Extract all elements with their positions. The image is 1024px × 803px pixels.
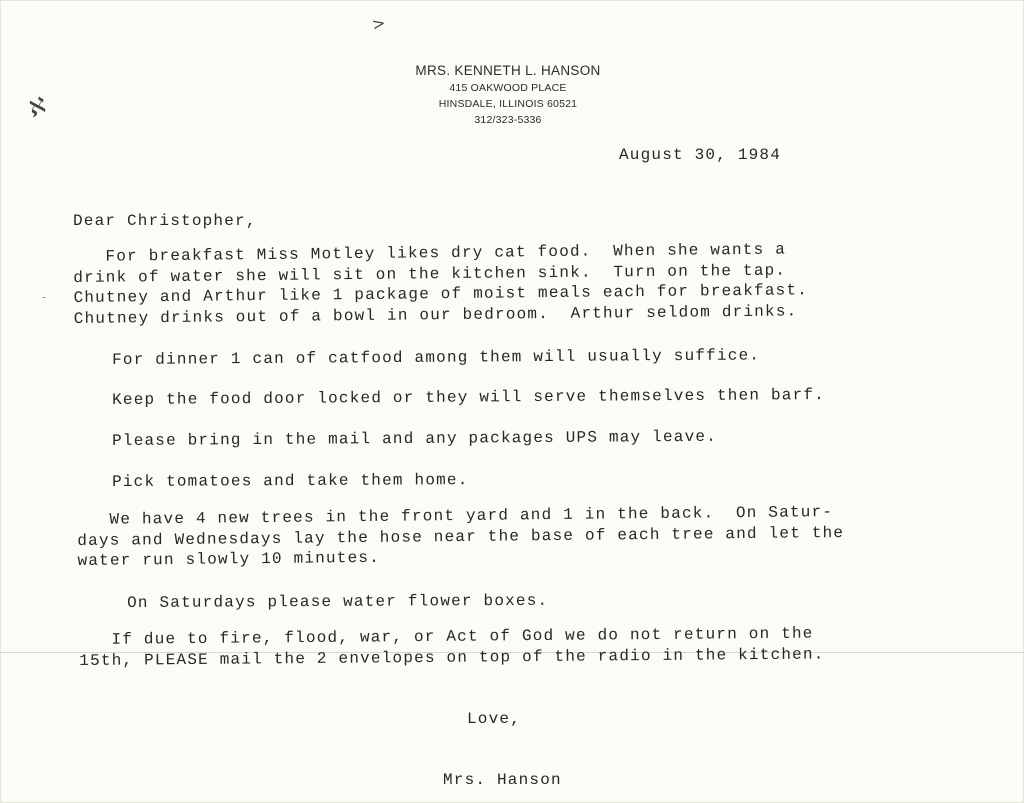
paragraph-line: Please bring in the mail and any packages UPS may leave.: [112, 427, 718, 450]
paragraph: [73, 239, 808, 329]
letterhead-phone: 312/323-5336: [474, 114, 542, 126]
letter-date: August 30, 1984: [619, 146, 782, 164]
paragraph-line: 15th, PLEASE mail the 2 envelopes on top of the radio in the kitchen.: [79, 644, 825, 670]
paragraph: [79, 623, 825, 671]
paragraph-line: Chutney and Arthur like 1 package of moist meals each for breakfast.: [73, 281, 809, 307]
paragraph-line: If due to fire, flood, war, or Act of God we do not return on the: [79, 624, 814, 649]
letterhead-street: 415 OAKWOOD PLACE: [449, 82, 567, 94]
paragraph-line: For dinner 1 can of catfood among them will usually suffice.: [112, 346, 761, 369]
signature: Mrs. Hanson: [443, 771, 562, 789]
paragraph-line: We have 4 new trees in the front yard and 1 in the back. On Satur-: [77, 503, 834, 529]
paragraph: [112, 345, 760, 370]
paragraph-line: drink of water she will sit on the kitchen sink. Turn on the tap.: [73, 261, 787, 287]
paragraph-line: water run slowly 10 minutes.: [77, 548, 381, 570]
pen-mark: >: [370, 12, 387, 35]
paragraph-line: For breakfast Miss Motley likes dry cat food. When she wants a: [73, 240, 787, 266]
salutation: Dear Christopher,: [73, 212, 257, 230]
paragraph: [77, 502, 845, 572]
paragraph-line: days and Wednesdays lay the hose near the base of each tree and let the: [77, 523, 845, 550]
paragraph-line: Keep the food door locked or they will serve themselves then barf.: [112, 386, 826, 409]
paragraph-line: Chutney drinks out of a bowl in our bedroom. Arthur seldom drinks.: [73, 301, 798, 328]
paragraph: [112, 385, 825, 410]
paragraph-line: On Saturdays please water flower boxes.: [127, 591, 549, 612]
paragraph-line: Pick tomatoes and take them home.: [112, 471, 469, 491]
paragraph: [112, 470, 469, 492]
pen-mark: ‐: [42, 290, 47, 304]
letterhead: [0, 62, 1016, 128]
closing: Love,: [467, 710, 522, 728]
paragraph: [112, 427, 717, 452]
paragraph: [127, 591, 548, 614]
letterhead-name: MRS. KENNETH L. HANSON: [415, 63, 601, 78]
pen-mark: ℵ: [23, 93, 49, 124]
letterhead-city: HINSDALE, ILLINOIS 60521: [438, 98, 578, 110]
